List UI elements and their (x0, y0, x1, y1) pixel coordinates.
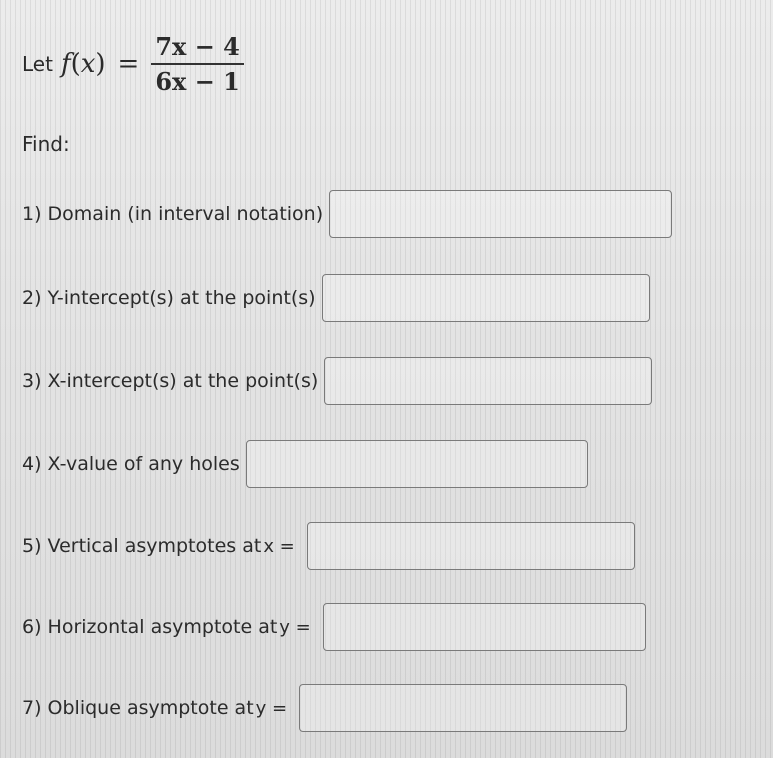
equals-sign: = (117, 49, 140, 79)
function-definition (61, 32, 244, 96)
question-horizontal-asymptote-label: 6) Horizontal asymptote at (22, 616, 278, 638)
question-vertical-asymptotes (22, 522, 635, 570)
y-intercept-answer-input[interactable] (322, 274, 650, 322)
rational-fraction (151, 32, 244, 96)
question-x-intercept (22, 357, 652, 405)
question-domain-label: 1) Domain (in interval notation) (22, 203, 324, 225)
open-paren: ( (70, 49, 81, 79)
question-x-intercept-label: 3) X-intercept(s) at the point(s) (22, 370, 319, 392)
question-holes-label: 4) X-value of any holes (22, 453, 240, 475)
x-intercept-answer-input[interactable] (324, 357, 652, 405)
horizontal-asymptote-y-equals: y = (279, 616, 311, 638)
vertical-asymptote-x-equals: x = (263, 535, 295, 557)
horizontal-asymptote-answer-input[interactable] (323, 603, 646, 651)
oblique-asymptote-y-equals: y = (255, 697, 288, 719)
find-label: Find: (22, 132, 70, 156)
numerator: 7x − 4 (151, 32, 244, 65)
let-label: Let (22, 52, 53, 76)
holes-answer-input[interactable] (246, 440, 588, 488)
question-domain (22, 190, 672, 238)
close-paren: ) (95, 49, 106, 79)
function-name: f (60, 49, 71, 79)
question-horizontal-asymptote (22, 603, 646, 651)
oblique-asymptote-answer-input[interactable] (299, 684, 627, 732)
vertical-asymptote-answer-input[interactable] (307, 522, 635, 570)
question-oblique-asymptote-label: 7) Oblique asymptote at (22, 697, 254, 719)
question-vertical-asymptotes-label: 5) Vertical asymptotes at (22, 535, 262, 557)
problem-statement (22, 26, 244, 102)
question-oblique-asymptote (22, 684, 627, 732)
question-holes (22, 440, 588, 488)
domain-answer-input[interactable] (329, 190, 672, 238)
question-y-intercept-label: 2) Y-intercept(s) at the point(s) (22, 287, 316, 309)
function-variable: x (80, 49, 96, 79)
question-y-intercept (22, 274, 650, 322)
denominator: 6x − 1 (155, 67, 240, 96)
